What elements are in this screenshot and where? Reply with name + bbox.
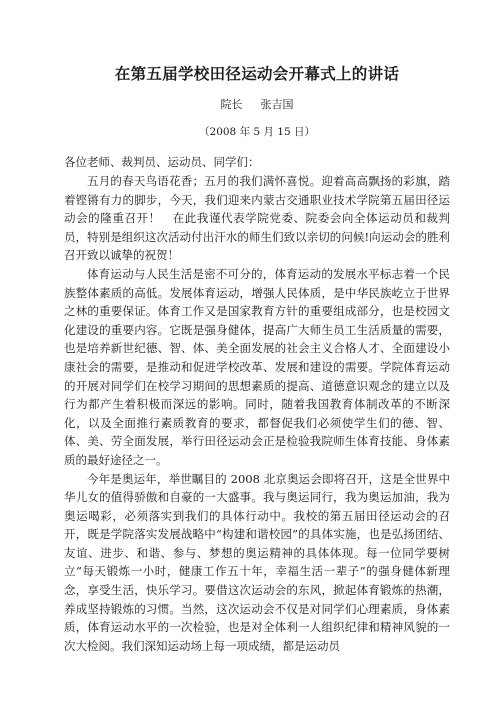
salutation: 各位老师、裁判员、运动员、同学们： — [64, 155, 260, 169]
author-name: 张吉国 — [260, 98, 294, 111]
document-title: 在第五届学校田径运动会开幕式上的讲话 — [114, 64, 400, 83]
paragraph-olympic-year: 今年是奥运年，举世瞩目的 2008 北京奥运会即将召开，这是全世界中华儿女的值得骄傲和自豪的一大盛事。我与奥运同行，我为奥运加油，我为奥运喝彩，必须落实到我们的具体行动中。我校的第五届田径运动会的召开，既是学院落实发展战略中“构建和谐校园”的具体实施，也是弘扬团结、友谊、进步、和谐、参与、梦想的奥运精神的具体体现。每一位同学要树立“每天锻炼一小时，健康工作五十年，幸福生活一辈子”的强身健体新理念，享受生活，快乐学习。要借这次运动会的东风，掀起体育锻炼的热潮，养成坚持锻炼的习惯。当然，这次运动会不仅是对同学们心理素质，身体素质，体育运动水平的一次检验，也是对全体利一人组织纪律和精神风貌的一次大检阅。我们深知运动场上每一项成绩，都是运动员 — [64, 471, 450, 653]
author-line — [64, 98, 450, 112]
paragraph-opening: 五月的春天鸟语花香；五月的我们满怀喜悦。迎着高高飘扬的彩旗，踏着铿锵有力的脚步，今天，我们迎来内蒙古交通职业技术学院第五届田径运动会的隆重召开！ 在此我谨代表学院党委、院委会向全体运动员和裁判员，特别是组织这次活动付出汗水的师生们致以亲切的问候!向运动会的胜利召开致以诚挚的祝贺！ — [64, 174, 450, 263]
author-role: 院长 — [220, 98, 243, 111]
speech-date: （2008 年 5 月 15 日） — [199, 126, 315, 138]
paragraph-sports-importance: 体育运动与人民生活是密不可分的，体育运动的发展水平标志着一个民族整体素质的高低。发展体育运动，增强人民体质，是中华民族屹立于世界之林的重要保证。体育工作又是国家教育方针的重要组成部分，也是校园文化建设的重要内容。它既是强身健体，提高广大师生员工生活质量的需要，也是培养新世纪德、智、体、美全面发展的社会主义合格人才、全面建设小康社会的需要，是推动和促进学校改革、发展和建设的需要。学院体育运动的开展对同学们在校学习期间的思想素质的提高、道德意识观念的建立以及行为都产生着积极而深远的影响。同时，随着我国教育体制改革的不断深化，以及全面推行素质教育的要求，都督促我们必须使学生们的德、智、体、美、劳全面发展，举行田径运动会正是检验我院师生体育技能、身体素质的最好途径之一。 — [64, 266, 450, 467]
